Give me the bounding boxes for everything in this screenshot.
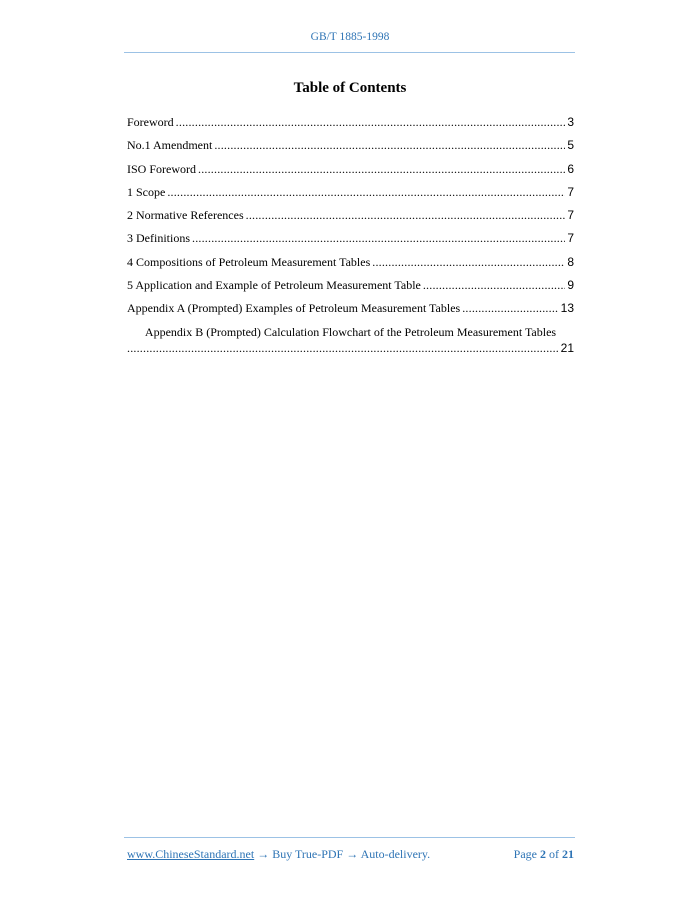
toc-leader-dots bbox=[214, 137, 565, 153]
toc-leader-dots bbox=[462, 300, 558, 316]
toc-entry-label: No.1 Amendment bbox=[127, 138, 213, 153]
toc-entry-label: 4 Compositions of Petroleum Measurement Tables bbox=[127, 254, 371, 269]
toc-entry-label: 2 Normative References bbox=[127, 208, 244, 223]
toc-entry-definitions[interactable] bbox=[127, 230, 574, 253]
page-indicator bbox=[514, 847, 574, 862]
toc-leader-dots bbox=[198, 161, 565, 177]
footer-divider bbox=[124, 837, 575, 838]
arrow-right-icon: → bbox=[346, 847, 359, 861]
toc-list bbox=[127, 114, 574, 356]
toc-entry-label: Appendix B (Prompted) Calculation Flowchart of the Petroleum Measurement Tables bbox=[144, 324, 557, 339]
toc-entry-page: 7 bbox=[567, 231, 574, 246]
header-divider bbox=[124, 52, 575, 53]
standard-code: GB/T 1885-1998 bbox=[310, 31, 390, 43]
buy-pdf-text: Buy True-PDF bbox=[272, 847, 344, 861]
toc-entry-compositions[interactable] bbox=[127, 254, 574, 277]
toc-entry-appendix-b[interactable] bbox=[127, 324, 574, 356]
toc-leader-dots bbox=[127, 340, 559, 356]
toc-entry-iso-foreword[interactable] bbox=[127, 161, 574, 184]
toc-entry-foreword[interactable] bbox=[127, 114, 574, 137]
toc-entry-label: 3 Definitions bbox=[127, 231, 190, 246]
arrow-right-icon: → bbox=[257, 847, 270, 861]
toc-entry-page: 8 bbox=[567, 254, 574, 269]
toc-entry-amendment[interactable] bbox=[127, 137, 574, 160]
of-word: of bbox=[549, 847, 559, 861]
toc-entry-label: 5 Application and Example of Petroleum Measurement Table bbox=[127, 278, 421, 293]
page-word: Page bbox=[513, 847, 537, 861]
toc-entry-page: 9 bbox=[567, 278, 574, 293]
toc-entry-appendix-a[interactable] bbox=[127, 300, 574, 323]
toc-entry-label: Appendix A (Prompted) Examples of Petroleum Measurement Tables bbox=[127, 301, 461, 316]
page-footer bbox=[127, 847, 574, 862]
toc-entry-label: 1 Scope bbox=[127, 184, 166, 199]
toc-entry-normative-references[interactable] bbox=[127, 207, 574, 230]
toc-entry-page: 5 bbox=[567, 138, 574, 153]
toc-entry-page: 7 bbox=[567, 184, 574, 199]
toc-title: Table of Contents bbox=[293, 80, 407, 96]
site-link[interactable]: www.ChineseStandard.net bbox=[127, 847, 255, 861]
toc-entry-page: 6 bbox=[567, 161, 574, 176]
toc-entry-page: 3 bbox=[567, 115, 574, 129]
toc-entry-page: 21 bbox=[560, 340, 574, 355]
toc-leader-dots bbox=[246, 207, 566, 223]
toc-entry-label: ISO Foreword bbox=[127, 161, 196, 176]
toc-entry-application-example[interactable] bbox=[127, 277, 574, 300]
toc-leader-dots bbox=[372, 254, 565, 270]
toc-entry-label: Foreword bbox=[127, 115, 174, 129]
current-page-number: 2 bbox=[540, 847, 546, 861]
toc-leader-dots bbox=[192, 230, 565, 246]
toc-entry-page: 13 bbox=[560, 301, 574, 316]
toc-leader-dots bbox=[167, 184, 565, 200]
toc-entry-scope[interactable] bbox=[127, 184, 574, 207]
toc-leader-dots bbox=[176, 114, 566, 130]
total-pages-number: 21 bbox=[562, 847, 574, 861]
auto-delivery-text: Auto-delivery. bbox=[360, 847, 431, 861]
toc-entry-page: 7 bbox=[567, 208, 574, 223]
footer-promo bbox=[127, 847, 430, 862]
toc-entry-leader-line bbox=[127, 340, 574, 356]
toc-leader-dots bbox=[423, 277, 565, 293]
